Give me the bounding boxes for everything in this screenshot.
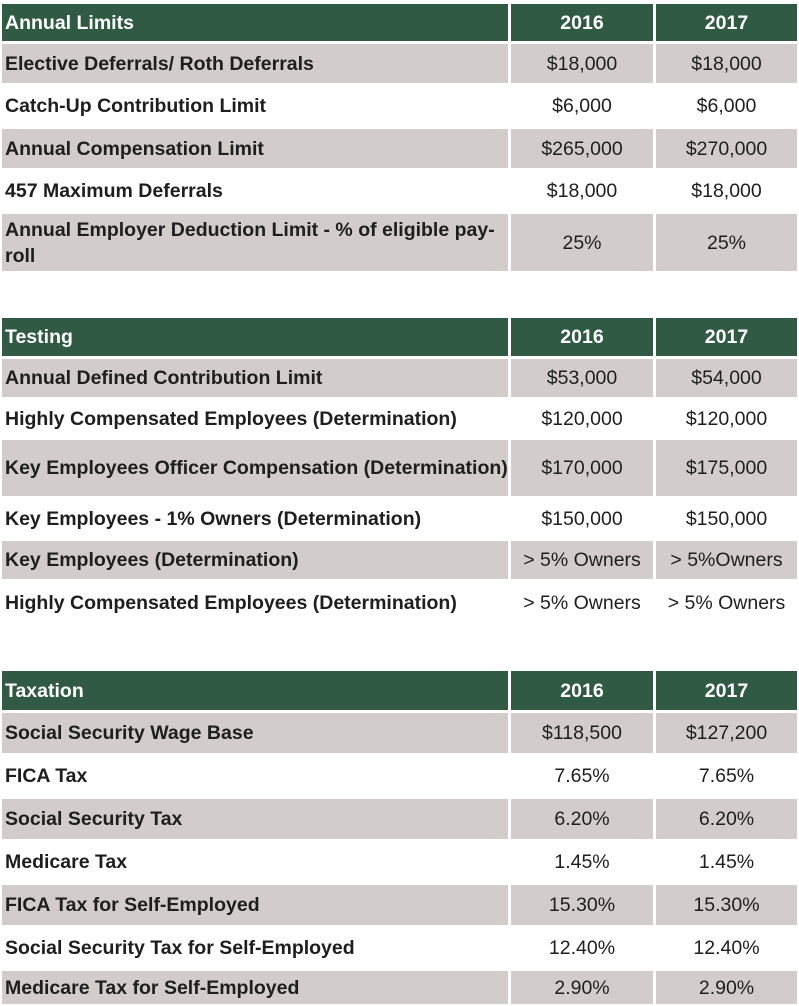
value-2017: $120,000 xyxy=(656,400,797,437)
value-2017: $18,000 xyxy=(656,44,797,83)
table-row xyxy=(2,928,797,968)
value-2016: $120,000 xyxy=(511,400,653,437)
table-row xyxy=(2,799,797,839)
row-label: Catch-Up Contribution Limit xyxy=(2,86,508,126)
table-header xyxy=(2,318,797,356)
value-2017: $127,200 xyxy=(656,713,797,753)
value-2017: 1.45% xyxy=(656,842,797,882)
value-2016: $18,000 xyxy=(511,44,653,83)
value-2017: $18,000 xyxy=(656,171,797,211)
value-2016: $18,000 xyxy=(511,171,653,211)
taxation-table xyxy=(2,671,797,1004)
value-2017: > 5%Owners xyxy=(656,541,797,579)
year-2016-header: 2016 xyxy=(511,318,653,356)
value-2017: $54,000 xyxy=(656,359,797,397)
row-label: FICA Tax xyxy=(2,756,508,796)
value-2016: $6,000 xyxy=(511,86,653,126)
table-row xyxy=(2,359,797,397)
table-row xyxy=(2,541,797,579)
row-label: Medicare Tax xyxy=(2,842,508,882)
annual-limits-table xyxy=(2,4,797,271)
table-row xyxy=(2,400,797,437)
section-title: Taxation xyxy=(2,671,508,710)
value-2016: > 5% Owners xyxy=(511,541,653,579)
value-2016: 1.45% xyxy=(511,842,653,882)
testing-table xyxy=(2,318,797,623)
value-2016: 12.40% xyxy=(511,928,653,968)
row-label: Elective Deferrals/ Roth Deferrals xyxy=(2,44,508,83)
section-title: Testing xyxy=(2,318,508,356)
value-2017: 15.30% xyxy=(656,885,797,925)
value-2016: $150,000 xyxy=(511,499,653,538)
row-label: Medicare Tax for Self-Employed xyxy=(2,971,508,1004)
value-2016: 2.90% xyxy=(511,971,653,1004)
section-title: Annual Limits xyxy=(2,4,508,41)
value-2016: $170,000 xyxy=(511,440,653,496)
row-label: Highly Compensated Employees (Determination) xyxy=(2,400,508,437)
value-2017: 7.65% xyxy=(656,756,797,796)
value-2017: 12.40% xyxy=(656,928,797,968)
value-2017: 2.90% xyxy=(656,971,797,1004)
row-label: Annual Compensation Limit xyxy=(2,129,508,168)
row-label: Annual Defined Contribution Limit xyxy=(2,359,508,397)
row-label: Social Security Tax for Self-Employed xyxy=(2,928,508,968)
table-header xyxy=(2,671,797,710)
table-row xyxy=(2,842,797,882)
row-label: Social Security Tax xyxy=(2,799,508,839)
year-2016-header: 2016 xyxy=(511,4,653,41)
row-label: 457 Maximum Deferrals xyxy=(2,171,508,211)
value-2016: 15.30% xyxy=(511,885,653,925)
year-2017-header: 2017 xyxy=(656,671,797,710)
value-2016: $118,500 xyxy=(511,713,653,753)
row-label: Highly Compensated Employees (Determination) xyxy=(2,582,508,623)
table-row xyxy=(2,499,797,538)
value-2016: > 5% Owners xyxy=(511,582,653,623)
row-label: Social Security Wage Base xyxy=(2,713,508,753)
row-label: Key Employees - 1% Owners (Determination) xyxy=(2,499,508,538)
table-row xyxy=(2,214,797,271)
table-row xyxy=(2,756,797,796)
value-2016: 7.65% xyxy=(511,756,653,796)
table-row xyxy=(2,582,797,623)
table-row xyxy=(2,885,797,925)
table-row xyxy=(2,171,797,211)
table-row xyxy=(2,86,797,126)
value-2017: $150,000 xyxy=(656,499,797,538)
value-2017: > 5% Owners xyxy=(656,582,797,623)
value-2016: $265,000 xyxy=(511,129,653,168)
year-2016-header: 2016 xyxy=(511,671,653,710)
value-2017: $175,000 xyxy=(656,440,797,496)
table-row xyxy=(2,440,797,496)
value-2016: $53,000 xyxy=(511,359,653,397)
value-2016: 6.20% xyxy=(511,799,653,839)
table-row xyxy=(2,713,797,753)
value-2017: $270,000 xyxy=(656,129,797,168)
row-label: Annual Employer Deduction Limit - % of eligible pay-roll xyxy=(2,214,508,271)
row-label: Key Employees Officer Compensation (Determination) xyxy=(2,440,508,496)
table-header xyxy=(2,4,797,41)
table-row xyxy=(2,971,797,1004)
row-label: FICA Tax for Self-Employed xyxy=(2,885,508,925)
year-2017-header: 2017 xyxy=(656,4,797,41)
table-row xyxy=(2,129,797,168)
value-2016: 25% xyxy=(511,214,653,271)
year-2017-header: 2017 xyxy=(656,318,797,356)
value-2017: 6.20% xyxy=(656,799,797,839)
value-2017: $6,000 xyxy=(656,86,797,126)
row-label: Key Employees (Determination) xyxy=(2,541,508,579)
table-row xyxy=(2,44,797,83)
value-2017: 25% xyxy=(656,214,797,271)
